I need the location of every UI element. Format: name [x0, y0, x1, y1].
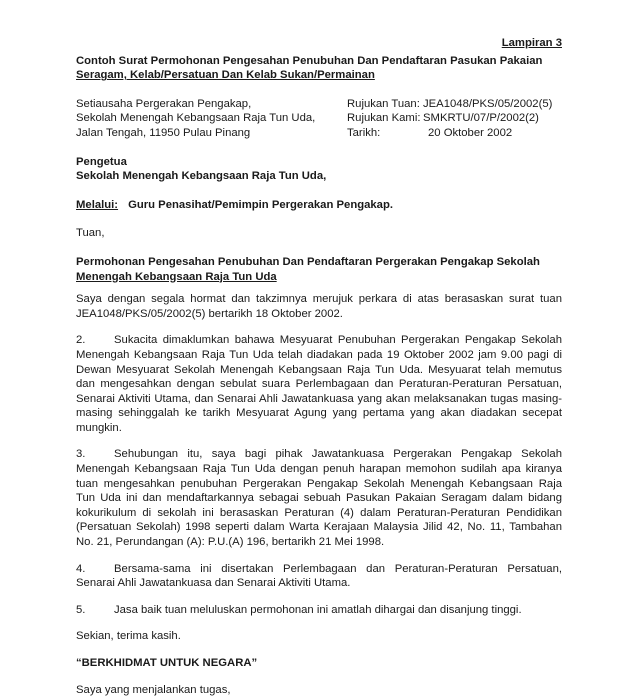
- sender-line-2: Sekolah Menengah Kebangsaan Raja Tun Uda,: [76, 112, 316, 125]
- ref-kami-row: [347, 111, 562, 126]
- subject-line-1: Permohonan Pengesahan Penubuhan Dan Pendaftaran Pergerakan Pengakap Sekolah: [76, 255, 540, 268]
- sender-line-3: Jalan Tengah, 11950 Pulau Pinang: [76, 126, 251, 139]
- paragraph-2-text: Sukacita dimaklumkan bahawa Mesyuarat Penubuhan Pergerakan Pengakap Sekolah Menengah Kebangsaan Raja Tun Uda telah diadakan pada 19 Oktober 2002 jam 9.00 pagi di Dewan Mesyuarat Sekolah Menengah Kebangsaan Raja Tun Uda. Mesyuarat telah memutus dan mengesahkan dengan sebulat suara Perlembagaan dan Peraturan-Peraturan Persatuan, Senarai Aktiviti Utama, dan Senarai Ahli Jawatankuasa yang akan melaksanakan tugas masing-masing sehinggalah ke tarikh Mesyuarat Agung yang pertama yang akan diadakan secepat mungkin.: [76, 334, 562, 434]
- paragraph-3-text: Sehubungan itu, saya bagi pihak Jawatankuasa Pergerakan Pengakap Sekolah Menengah Kebangsaan Raja Tun Uda dengan penuh harapan memohon sudilah apa kiranya tuan mengesahkan penubuhan Pergerakan Pengakap Sekolah Menengah Kebangsaan Raja Tun Uda ini dan mendaftarkannya sebagai sebuah Pasukan Pakaian Seragam dalam bidang kokurikulum di sekolah ini berasaskan Peraturan (4) dalam Peraturan-Peraturan Pendidikan (Persatuan Sekolah) 1998 seperti dalam Warta Kerajaan Malaysia Jilid 42, No. 11, Tambahan No. 21, Perundangan (A): P.U.(A) 196, bertarikh 21 Mei 1998.: [76, 448, 562, 549]
- ref-kami-value: SMKRTU/07/P/2002(2): [423, 112, 539, 125]
- lampiran-label: Lampiran 3: [501, 37, 562, 49]
- paragraph-5-text: Jasa baik tuan meluluskan permohonan ini amatlah dihargai dan disanjung tinggi.: [114, 603, 522, 616]
- melalui-label: Melalui:: [76, 198, 119, 211]
- sign-off-line: Saya yang menjalankan tugas,: [76, 683, 231, 696]
- paragraph-1: Saya dengan segala hormat dan takzimnya merujuk perkara di atas berasaskan surat tuan JEA1048/PKS/05/2002(5) bertarikh 18 Oktober 2002.: [76, 293, 562, 320]
- melalui-line: [76, 198, 562, 213]
- title-line-1: Contoh Surat Permohonan Pengesahan Penubuhan Dan Pendaftaran Pasukan Pakaian: [76, 54, 543, 67]
- paragraph-5-number: 5.: [76, 603, 86, 616]
- subject-line-2: Menengah Kebangsaan Raja Tun Uda: [76, 270, 277, 283]
- ref-date-value: 20 Oktober 2002: [428, 126, 513, 139]
- recipient-block: [76, 155, 562, 184]
- ref-date-row: [347, 126, 562, 141]
- document-title: [76, 54, 562, 83]
- subject-heading: [76, 255, 562, 284]
- ref-tuan-label: Rujukan Tuan:: [347, 97, 420, 110]
- melalui-value: Guru Penasihat/Pemimpin Pergerakan Pengakap.: [128, 198, 394, 211]
- salutation: Tuan,: [76, 227, 105, 240]
- paragraph-3-number: 3.: [76, 448, 86, 461]
- sender-line-1: Setiausaha Pergerakan Pengakap,: [76, 97, 252, 110]
- ref-tuan-value: JEA1048/PKS/05/2002(5): [423, 97, 553, 110]
- paragraph-2-number: 2.: [76, 334, 86, 347]
- ref-kami-label: Rujukan Kami:: [347, 112, 421, 125]
- paragraph-4-text: Bersama-sama ini disertakan Perlembagaan dan Peraturan-Peraturan Persatuan, Senarai Ahli Jawatankuasa dan Senarai Aktiviti Utama.: [76, 562, 562, 590]
- ref-tuan-row: [347, 97, 562, 112]
- title-line-2: Seragam, Kelab/Persatuan Dan Kelab Sukan/Permainan: [76, 69, 375, 82]
- motto: “BERKHIDMAT UNTUK NEGARA”: [76, 657, 258, 669]
- paragraph-4-number: 4.: [76, 562, 86, 575]
- sender-address: [76, 97, 347, 141]
- letter-page: [76, 36, 562, 697]
- paragraph-3: [76, 447, 562, 549]
- closing-line: Sekian, terima kasih.: [76, 630, 181, 643]
- paragraph-5: [76, 603, 562, 618]
- address-block: [76, 97, 562, 141]
- recipient-line-1: Pengetua: [76, 155, 127, 168]
- reference-block: [347, 97, 562, 141]
- recipient-line-2: Sekolah Menengah Kebangsaan Raja Tun Uda,: [76, 170, 327, 183]
- paragraph-4: [76, 562, 562, 591]
- paragraph-2: [76, 333, 562, 435]
- ref-date-label: Tarikh:: [347, 126, 381, 139]
